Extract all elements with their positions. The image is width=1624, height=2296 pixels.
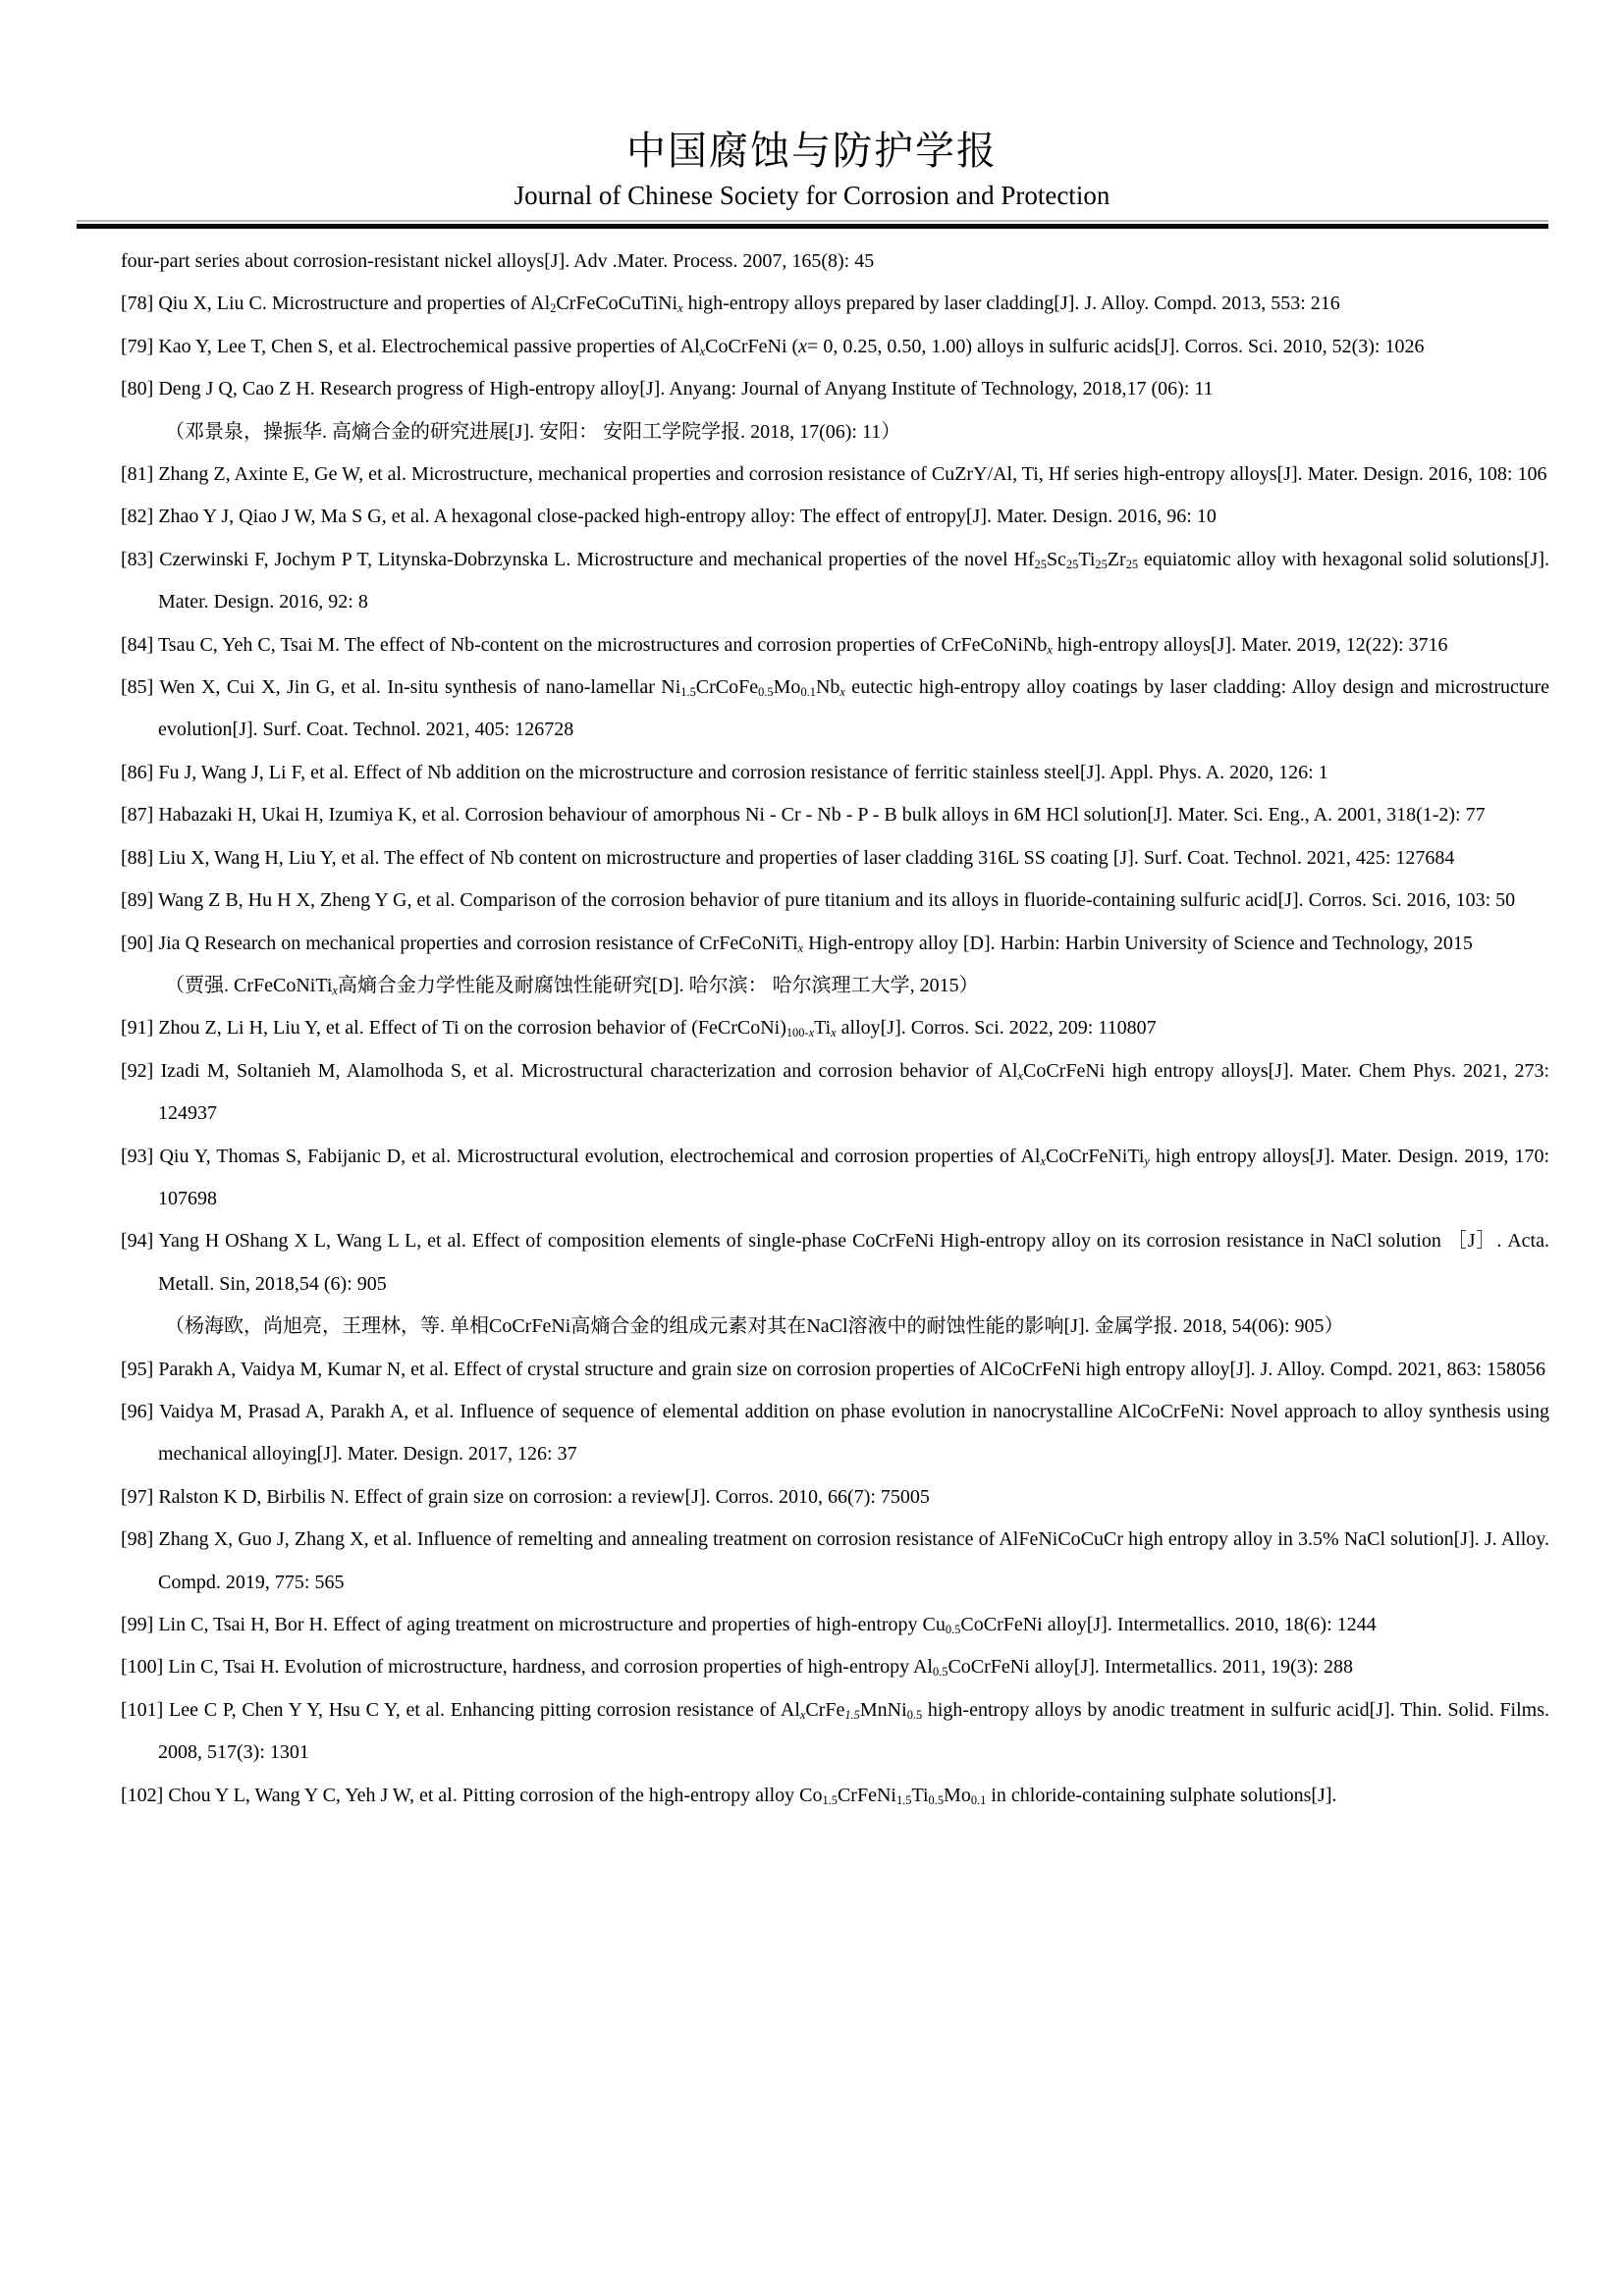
reference-label: [95] (121, 1358, 154, 1380)
reference-text: Wen X, Cui X, Jin G, et al. In-situ synthesis of nano-lamellar $Ni_{1.5}CrCoFe_{0.5}Mo_{0.1}Nb_x$ eutectic high-entropy alloy coatings by laser cladding: Alloy design and microstructure evolution[J]. Surf. Coat. Technol. 2021, 405: 126728 (158, 676, 1549, 741)
reference-item (121, 539, 1549, 624)
reference-text: Ralston K D, Birbilis N. Effect of grain size on corrosion: a review[J]. Corros. 2010, 66(7): 75005 (158, 1485, 930, 1508)
reference-text: Chou Y L, Wang Y C, Yeh J W, et al. Pitting corrosion of the high-entropy alloy $Co_{1.5}CrFeNi_{1.5}Ti_{0.5}Mo_{0.1}$ in chloride-containing sulphate solutions[J]. (168, 1784, 1337, 1807)
reference-item (121, 752, 1549, 794)
reference-item (121, 1050, 1549, 1136)
reference-text: Qiu Y, Thomas S, Fabijanic D, et al. Microstructural evolution, electrochemical and corrosion properties of $Al_xCoCrFeNiTi_y$ high entropy alloys[J]. Mater. Design. 2019, 170: 107698 (158, 1145, 1550, 1209)
reference-text: Yang H OShang X L, Wang L L, et al. Effect of composition elements of single-phase CoCrFeNi High-entropy alloy on its corrosion resistance in NaCl solution ［J］. Acta. Metall. Sin, 2018,54 (6): 905 (158, 1230, 1549, 1295)
reference-text: Zhao Y J, Qiao J W, Ma S G, et al. A hexagonal close-packed high-entropy alloy: The effect of entropy[J]. Mater. Design. 2016, 96: 10 (158, 506, 1217, 528)
reference-label: [90] (121, 932, 154, 954)
reference-item (121, 667, 1549, 752)
reference-text: Liu X, Wang H, Liu Y, et al. The effect of Nb content on microstructure and properties of laser cladding 316L SS coating [J]. Surf. Coat. Technol. 2021, 425: 127684 (158, 846, 1455, 869)
reference-label: [80] (121, 378, 154, 400)
reference-item (121, 1689, 1549, 1775)
reference-item (121, 283, 1549, 325)
reference-label: [100] (121, 1656, 164, 1679)
reference-label: [78] (121, 293, 154, 315)
reference-translation-text: （贾强. CrFeCoNiTi$_x$高熵合金力学性能及耐腐蚀性能研究[D]. 哈尔滨： 哈尔滨理工大学, 2015） (165, 974, 979, 997)
reference-text: Parakh A, Vaidya M, Kumar N, et al. Effect of crystal structure and grain size on corrosion properties of AlCoCrFeNi high entropy alloy[J]. J. Alloy. Compd. 2021, 863: 158056 (158, 1358, 1546, 1380)
header-rule-thin-line (77, 220, 1548, 222)
reference-label: [79] (121, 335, 154, 357)
reference-label: [98] (121, 1528, 154, 1551)
reference-label: [94] (121, 1230, 154, 1253)
reference-chinese-translation (121, 1306, 1549, 1348)
reference-item (121, 1007, 1549, 1049)
reference-text: Zhang X, Guo J, Zhang X, et al. Influence of remelting and annealing treatment on corrosion resistance of AlFeNiCoCuCr high entropy alloy in 3.5% NaCl solution[J]. J. Alloy. Compd. 2019, 775: 565 (158, 1528, 1549, 1593)
reference-item (121, 326, 1549, 368)
header-rule-thick-line (77, 224, 1548, 229)
reference-label: [96] (121, 1400, 154, 1422)
reference-item (121, 496, 1549, 538)
reference-text: Lin C, Tsai H, Bor H. Effect of aging treatment on microstructure and properties of high-entropy $Cu_{0.5}CoCrFeNi$ alloy[J]. Intermetallics. 2010, 18(6): 1244 (158, 1614, 1377, 1637)
reference-item (121, 1220, 1549, 1306)
reference-text: Wang Z B, Hu H X, Zheng Y G, et al. Comparison of the corrosion behavior of pure titanium and its alloys in fluoride-containing sulfuric acid[J]. Corros. Sci. 2016, 103: 50 (157, 889, 1516, 912)
reference-label: [92] (121, 1059, 154, 1082)
reference-text: Deng J Q, Cao Z H. Research progress of High-entropy alloy[J]. Anyang: Journal of Anyang Institute of Technology, 2018,17 (06): 11 (158, 378, 1214, 400)
reference-item (121, 624, 1549, 667)
reference-continuation (121, 240, 1549, 283)
reference-text: Zhou Z, Li H, Liu Y, et al. Effect of Ti on the corrosion behavior of $(FeCrCoNi)_{100-x}Ti_x$ alloy[J]. Corros. Sci. 2022, 209: 110807 (158, 1017, 1157, 1041)
reference-item (121, 1391, 1549, 1476)
reference-label: [86] (121, 761, 154, 783)
reference-text: Lee C P, Chen Y Y, Hsu C Y, et al. Enhancing pitting corrosion resistance of $Al_xCrFe_{1.5}MnNi_{0.5}$ high-entropy alloys by anodic treatment in sulfuric acid[J]. Thin. Solid. Films. 2008, 517(3): 1301 (158, 1698, 1550, 1764)
reference-label: [83] (121, 548, 154, 570)
reference-translation-text: （杨海欧，尚旭亮，王理林，等. 单相CoCrFeNi高熵合金的组成元素对其在NaCl溶液中的耐蚀性能的影响[J]. 金属学报. 2018, 54(06): 905） (165, 1315, 1344, 1338)
reference-chinese-translation (121, 411, 1549, 454)
reference-translation-text: （邓景泉，操振华. 高熵合金的研究进展[J]. 安阳： 安阳工学院学报. 2018, 17(06): 11） (165, 420, 901, 443)
journal-title-english: Journal of Chinese Society for Corrosion and Protection (514, 181, 1110, 210)
reference-label: [85] (121, 676, 154, 699)
reference-item (121, 1646, 1549, 1688)
reference-label: [93] (121, 1145, 154, 1167)
reference-label: [89] (121, 889, 154, 912)
reference-label: [84] (121, 633, 154, 656)
reference-label: [101] (121, 1698, 164, 1721)
reference-item (121, 454, 1549, 496)
reference-item (121, 368, 1549, 410)
reference-item (121, 1476, 1549, 1519)
reference-item (121, 837, 1549, 880)
reference-item (121, 1136, 1549, 1221)
reference-item (121, 1775, 1549, 1817)
reference-text: Vaidya M, Prasad A, Parakh A, et al. Influence of sequence of elemental addition on phase evolution in nanocrystalline AlCoCrFeNi: Novel approach to alloy synthesis using mechanical alloying[J]. Mater. Design. 2017, 126: 37 (158, 1400, 1549, 1466)
reference-label: [82] (121, 506, 154, 528)
references-list (121, 240, 1549, 1817)
reference-text: Zhang Z, Axinte E, Ge W, et al. Microstructure, mechanical properties and corrosion resistance of CuZrY/Al, Ti, Hf series high-entropy alloys[J]. Mater. Design. 2016, 108: 106 (158, 463, 1547, 486)
reference-text: Qiu X, Liu C. Microstructure and properties of $Al_2CrFeCoCuTiNi_x$ high-entropy alloys prepared by laser cladding[J]. J. Alloy. Compd. 2013, 553: 216 (158, 293, 1340, 316)
reference-label: [97] (121, 1485, 154, 1508)
reference-text: Czerwinski F, Jochym P T, Litynska-Dobrzynska L. Microstructure and mechanical properties of the novel $Hf_{25}Sc_{25}Ti_{25}Zr_{25}$ equiatomic alloy with hexagonal solid solutions[J]. Mater. Design. 2016, 92: 8 (158, 548, 1550, 614)
reference-text: Tsau C, Yeh C, Tsai M. The effect of Nb-content on the microstructures and corrosion properties of CrFeCoNiNb$_x$ high-entropy alloys[J]. Mater. 2019, 12(22): 3716 (157, 633, 1448, 657)
reference-label: [87] (121, 804, 154, 827)
reference-text: Lin C, Tsai H. Evolution of microstructure, hardness, and corrosion properties of high-entropy $Al_{0.5}CoCrFeNi$ alloy[J]. Intermetallics. 2011, 19(3): 288 (168, 1656, 1353, 1680)
reference-text: Izadi M, Soltanieh M, Alamolhoda S, et al. Microstructural characterization and corrosion behavior of $Al_xCoCrFeNi$ high entropy alloys[J]. Mater. Chem Phys. 2021, 273: 124937 (158, 1059, 1550, 1125)
reference-label: [91] (121, 1017, 154, 1040)
reference-item (121, 794, 1549, 836)
reference-chinese-translation (121, 965, 1549, 1007)
reference-item (121, 1604, 1549, 1646)
reference-label: [88] (121, 846, 154, 869)
journal-title-chinese: 中国腐蚀与防护学报 (626, 129, 998, 173)
header-rule (77, 220, 1548, 229)
reference-text: Kao Y, Lee T, Chen S, et al. Electrochemical passive properties of $Al_xCoCrFeNi$ (x= 0, 0.25, 0.50, 1.00) alloys in sulfuric acids[J]. Corros. Sci. 2010, 52(3): 1026 (158, 335, 1425, 358)
reference-text: Habazaki H, Ukai H, Izumiya K, et al. Corrosion behaviour of amorphous Ni - Cr - Nb - P - B bulk alloys in 6M HCl solution[J]. Mater. Sci. Eng., A. 2001, 318(1-2): 77 (158, 804, 1486, 827)
reference-item (121, 923, 1549, 965)
reference-item (121, 1349, 1549, 1391)
reference-item (121, 1519, 1549, 1604)
reference-item (121, 880, 1549, 922)
reference-text: four-part series about corrosion-resistant nickel alloys[J]. Adv .Mater. Process. 2007, 165(8): 45 (121, 250, 875, 272)
reference-label: [102] (121, 1784, 164, 1806)
reference-text: Fu J, Wang J, Li F, et al. Effect of Nb addition on the microstructure and corrosion resistance of ferritic stainless steel[J]. Appl. Phys. A. 2020, 126: 1 (158, 761, 1328, 783)
reference-label: [81] (121, 463, 154, 486)
page-header (0, 0, 1624, 212)
reference-label: [99] (121, 1614, 154, 1635)
reference-text: Jia Q Research on mechanical properties and corrosion resistance of CrFeCoNiTi$_x$ High-entropy alloy [D]. Harbin: Harbin University of Science and Technology, 2015 (158, 932, 1473, 955)
